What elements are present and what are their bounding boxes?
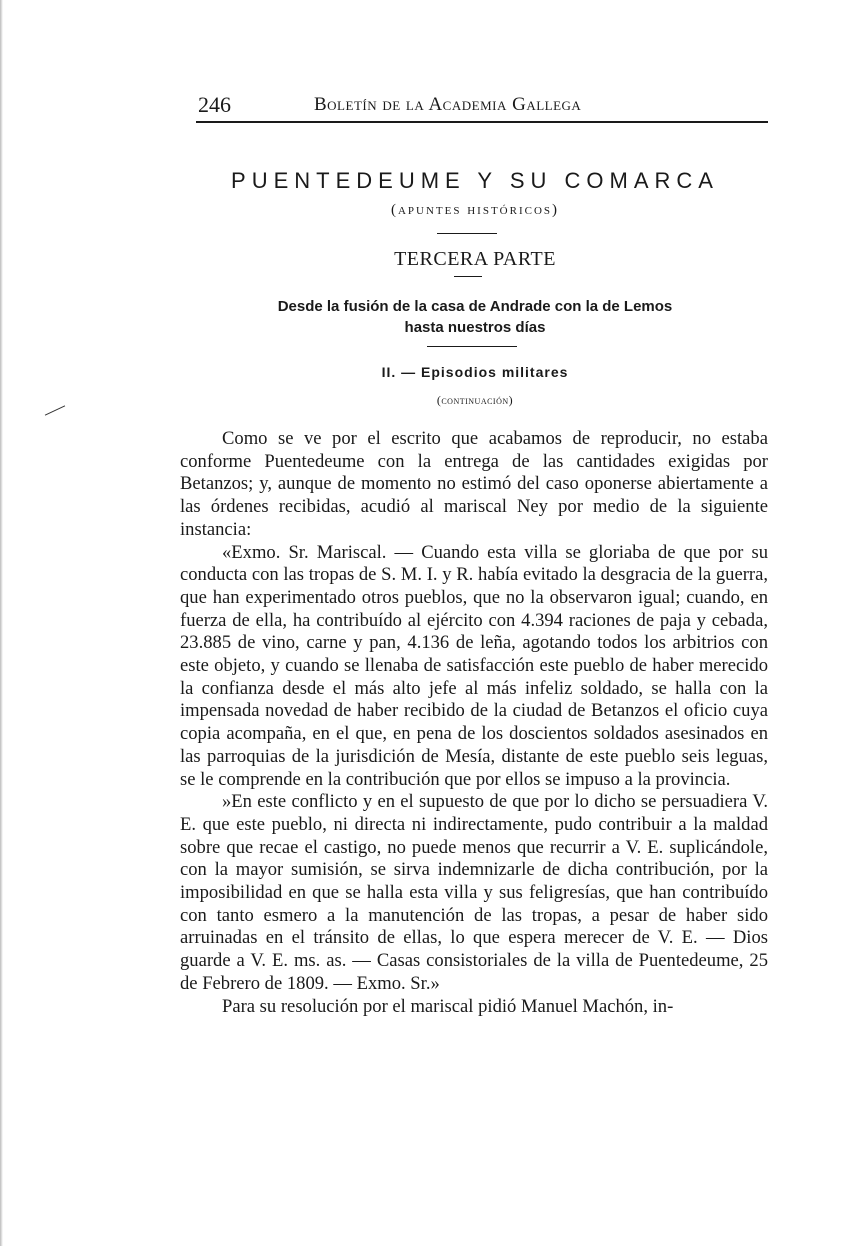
page-number: 246 [198,92,231,117]
paragraph: Para su resolución por el mariscal pidió Manuel Machón, in- [222,995,674,1017]
section-heading [180,296,770,338]
divider-rule [437,233,497,234]
paragraph: Como se ve por el escrito que acabamos de reproducir, no estaba conforme Puentedeume con la entrega de las cantidades exigidas por Betanzos; y, aunque de momento no estimó del caso oponerse abiertamente a las órdenes recibidas, acudió al mariscal Ney por medio de la siguiente instancia: [180,428,768,540]
running-title: Boletín de la Academia Gallega [314,94,582,115]
chapter-heading: II. — Episodios militares [381,364,569,380]
paragraph: »En este conflicto y en el supuesto de que por lo dicho se persuadiera V. E. que este pueblo, ni directa ni indirectamente, pudo contribuir a la maldad sobre que recae el castigo, no puede menos que recurrir a V. E. suplicándole, con la mayor sumisión, se sirva indemnizarle de dicha contribución, por la imposibilidad en que se halla esta villa y sus feligresías, que han contribuído con tanto esmero a la manutención de las tropas, a pesar de haber sido arruinadas en el tránsito de ellas, lo que espera merecer de V. E. — Dios guarde a V. E. ms. as. — Casas consistoriales de la villa de Puentedeume, 25 de Febrero de 1809. — Exmo. Sr.» [180,791,768,994]
article-subtitle: (apuntes históricos) [390,202,560,218]
running-header [196,90,766,120]
page-edge-shadow [0,0,3,1246]
article-title: PUENTEDEUME Y SU COMARCA [231,168,719,193]
margin-pencil-mark [45,405,65,415]
paragraph: «Exmo. Sr. Mariscal. — Cuando esta villa se gloriaba de que por su conducta con las tropas de S. M. I. y R. había evitado la desgracia de la guerra, que han experimentado otros pueblos, que no la observaron igual; cuando, en fuerza de ella, ha contribuído al ejército con 4.394 raciones de paja y cebada, 23.885 de vino, carne y pan, 4.136 de leña, agotando todos los arbitrios con este objeto, y cuando se llenaba de satisfacción este pueblo de haber merecido la confianza desde el más alto jefe al más infeliz soldado, se halla con la impensada novedad de haber recibido de la ciudad de Betanzos el oficio cuya copia acompaña, en el que, en pena de los doscientos soldados asesinados en las parroquias de la jurisdición de Mesía, distante de este pueblo seis leguas, se le comprende en la contribución que por ellos se impuso a la provincia. [180,541,768,790]
continuation-label: (continuación) [436,393,514,407]
header-rule [196,121,768,123]
body-text [180,428,768,1018]
divider-rule [427,346,517,347]
part-heading: TERCERA PARTE [394,248,556,270]
divider-rule [454,276,482,277]
section-heading-line-2: hasta nuestros días [404,319,546,336]
section-heading-line-1: Desde la fusión de la casa de Andrade con la de Lemos [277,298,673,315]
